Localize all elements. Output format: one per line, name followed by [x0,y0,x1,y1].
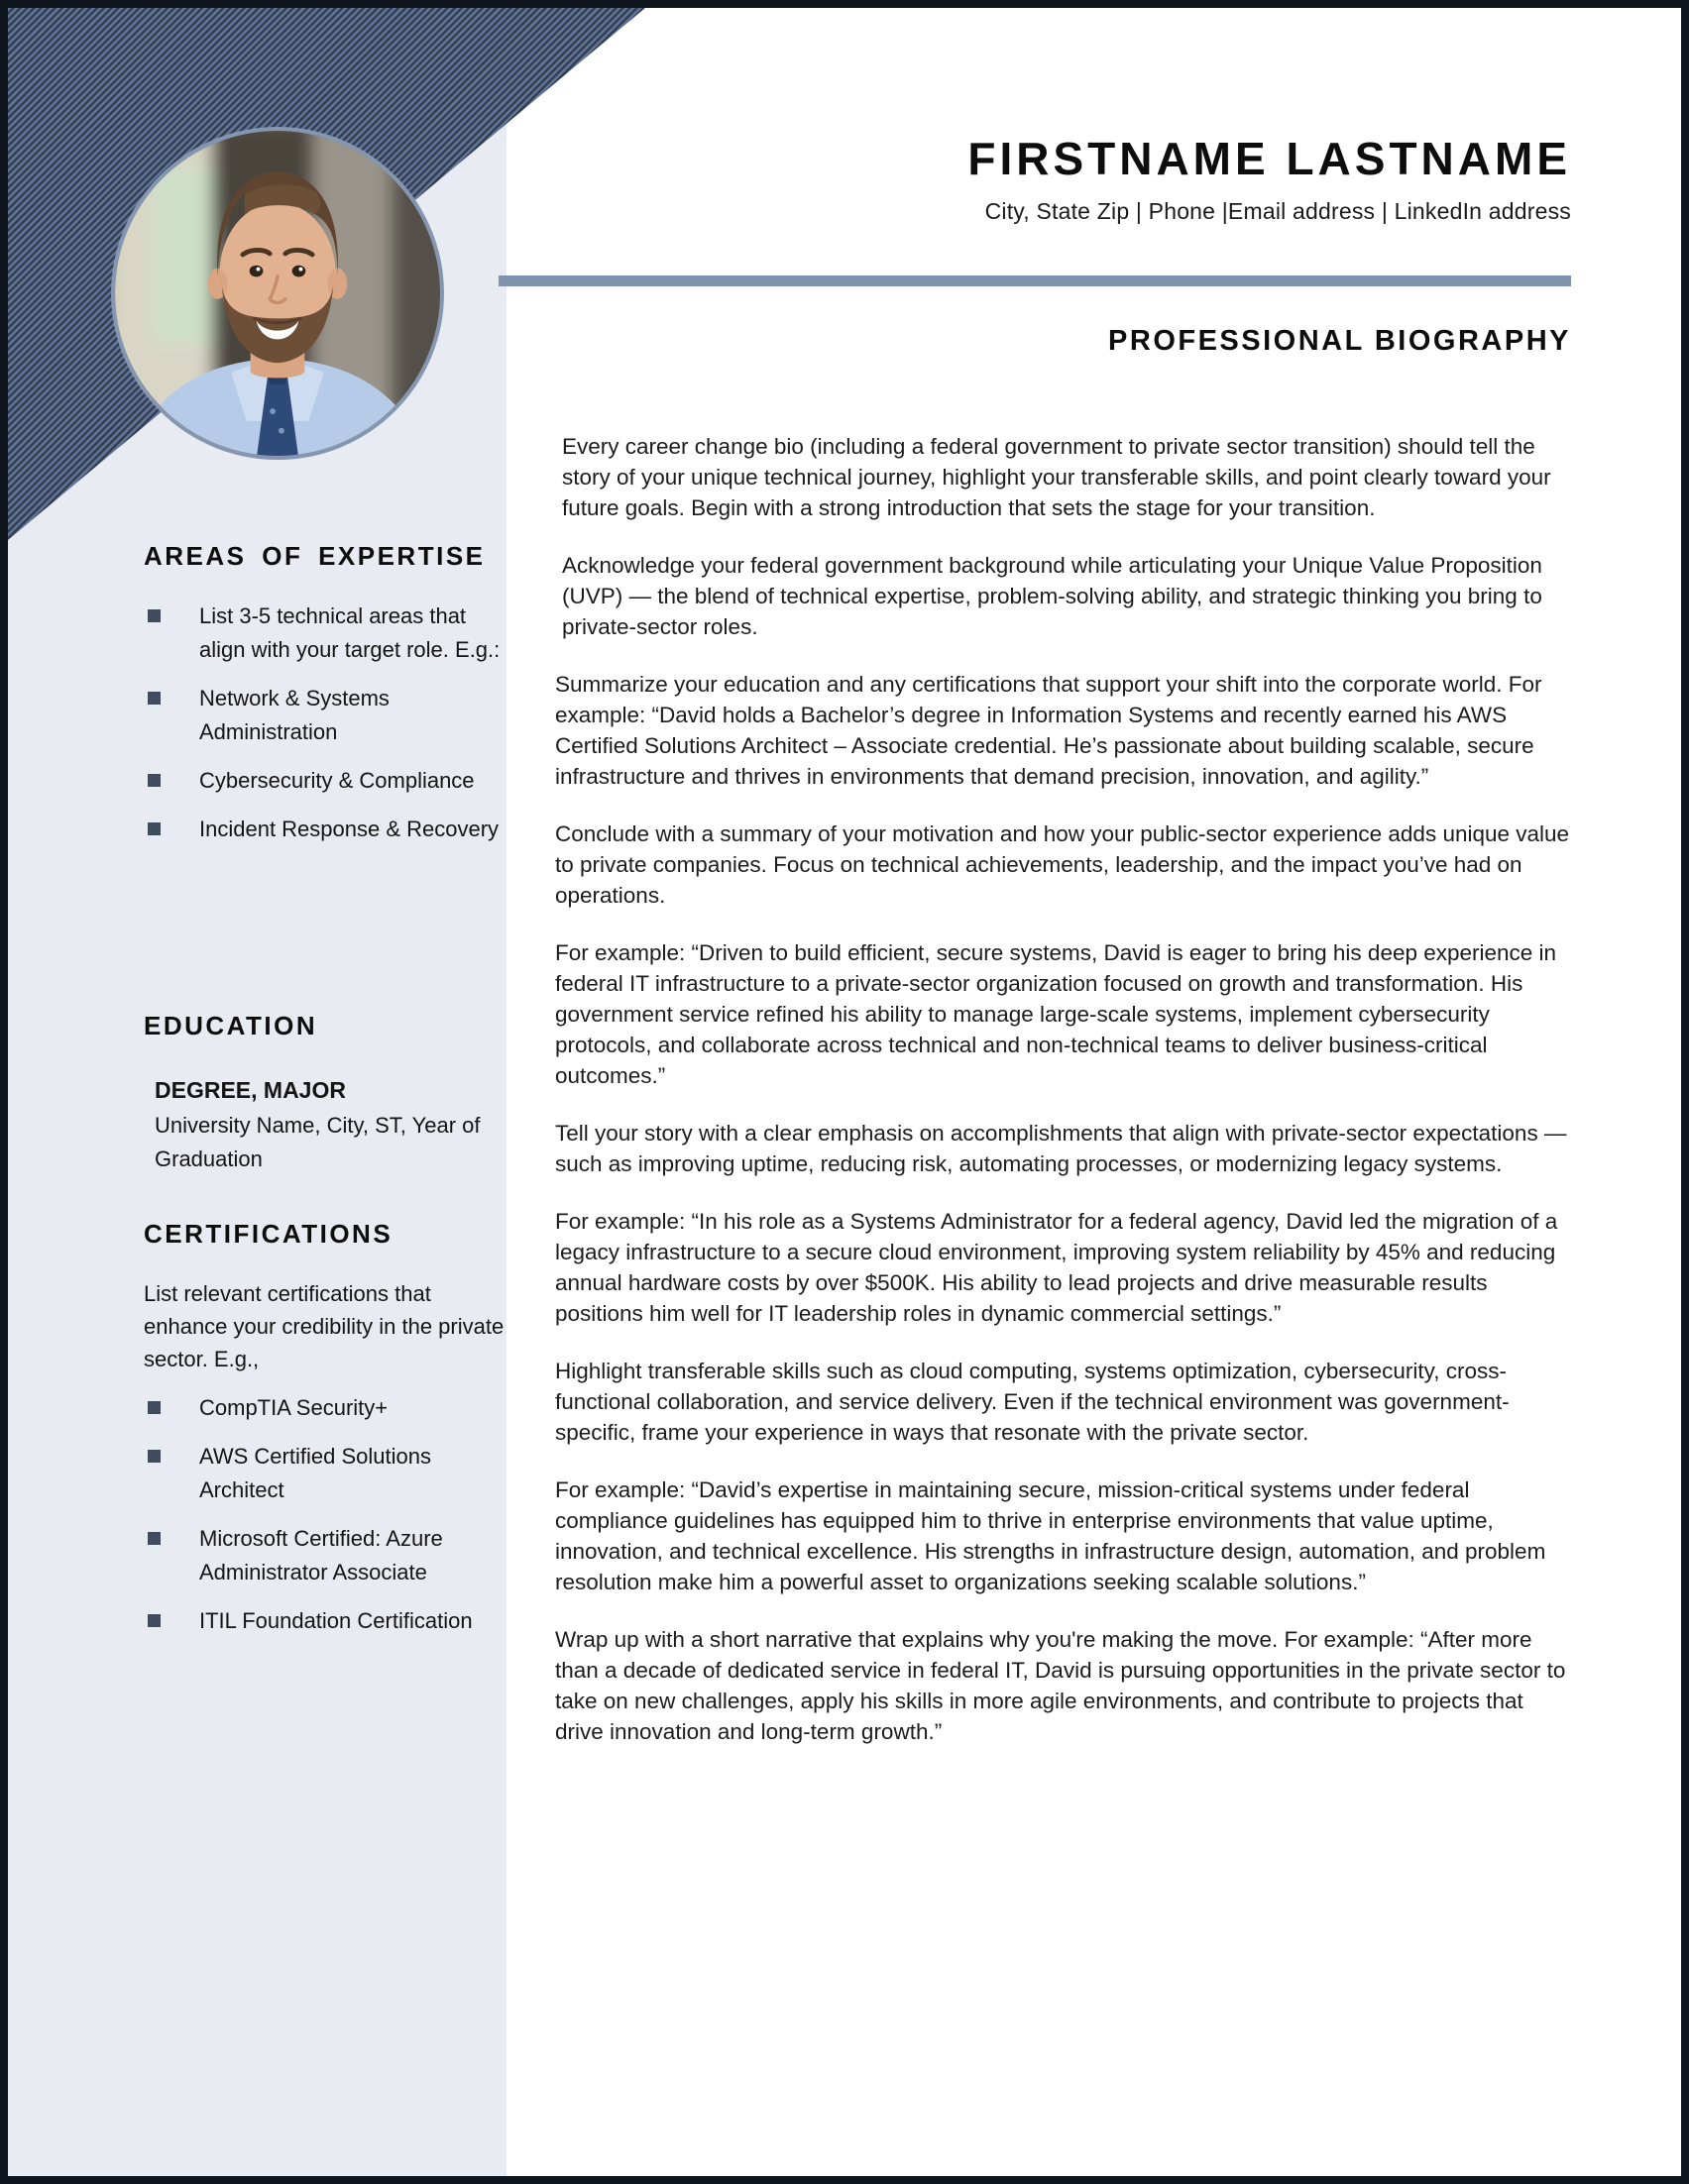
bio-paragraph: For example: “David’s expertise in maintaining secure, mission-critical systems under federal compliance guidelines has equipped him to thrive in enterprise environments that value uptime, innovation, and technical excellence. His strengths in infrastructure design, automation, and problem resolution make him a powerful asset to organizations seeking scalable solutions.” [555,1477,1546,1594]
bio-paragraph: Summarize your education and any certifications that support your shift into the corporate world. For example: “David holds a Bachelor’s degree in Information Systems and recently earned his AWS Certified Solutions Architect – Associate credential. He’s passionate about building scalable, secure infrastructure and thrives in environments that demand precision, innovation, and agility.” [555,672,1542,789]
bio-paragraph: Every career change bio (including a federal government to private sector transition) should tell the story of your unique technical journey, highlight your transferable skills, and point clearly toward your future goals. Begin with a strong introduction that sets the stage for your transition. [562,434,1551,520]
bio-paragraph: For example: “In his role as a Systems Administrator for a federal agency, David led the migration of a legacy infrastructure to a secure cloud environment, improving system reliability by 45% and reducing annual hardware costs by over $500K. His ability to lead projects and drive measurable results positions him well for IT leadership roles in dynamic commercial settings.” [555,1209,1558,1326]
list-item [136,682,510,749]
square-bullet-icon [148,692,161,705]
school-line: University Name, City, ST, Year of Graduation [155,1113,481,1171]
bio-paragraph: Conclude with a summary of your motivation and how your public-sector experience adds unique value to private companies. Focus on technical achievements, leadership, and the impact you’ve had on operations. [555,821,1570,908]
expertise-list [136,600,510,846]
contact-line: City, State Zip | Phone |Email address | LinkedIn address [984,198,1571,225]
list-item [136,764,510,798]
list-item [136,813,510,846]
square-bullet-icon [148,609,161,622]
square-bullet-icon [148,1450,161,1463]
square-bullet-icon [148,1401,161,1414]
list-item-label: ITIL Foundation Certification [199,1608,473,1633]
bio-paragraph: Acknowledge your federal government background while articulating your Unique Value Proposition (UVP) — the blend of technical expertise, problem-solving ability, and strategic thinking you bring to private-sector roles. [562,553,1542,639]
list-item [136,1604,510,1638]
list-item-label: AWS Certified Solutions Architect [199,1444,431,1502]
square-bullet-icon [148,1614,161,1627]
square-bullet-icon [148,822,161,835]
education-heading: EDUCATION [144,1011,318,1040]
square-bullet-icon [148,774,161,787]
list-item-label: Network & Systems Administration [199,686,390,744]
certifications-section [136,1219,510,1653]
list-item-label: List 3-5 technical areas that align with your target role. E.g.: [199,603,501,662]
bio-paragraph: Wrap up with a short narrative that explains why you're making the move. For example: “After more than a decade of dedicated service in federal IT, David is pursuing opportunities in the private sector to take on new challenges, apply his skills in more agile environments, and contribute to projects that drive innovation and long-term growth.” [555,1627,1566,1744]
biography-body [555,431,1571,1774]
list-item-label: Cybersecurity & Compliance [199,768,475,793]
expertise-section [136,541,510,861]
list-item-label: Incident Response & Recovery [199,817,500,841]
certifications-heading: CERTIFICATIONS [144,1219,394,1249]
list-item [136,1391,510,1425]
page-title: FIRSTNAME LASTNAME [967,133,1571,184]
profile-photo-illustration [115,131,440,456]
square-bullet-icon [148,1532,161,1545]
bio-paragraph: Highlight transferable skills such as cloud computing, systems optimization, cybersecurity, cross-functional collaboration, and service delivery. Even if the technical environment was government-specific, frame your experience in ways that resonate with the private sector. [555,1359,1510,1445]
profile-photo [111,127,444,460]
header [547,135,1571,225]
bio-paragraph: For example: “Driven to build efficient, secure systems, David is eager to bring his deep experience in federal IT infrastructure to a private-sector organization focused on growth and transformation. His government service refined his ability to manage large-scale systems, implement cybersecurity protocols, and collaborate across technical and non-technical teams to deliver business-critical outcomes.” [555,940,1557,1088]
education-entry [136,1073,510,1176]
section-title-professional-biography: PROFESSIONAL BIOGRAPHY [1108,325,1571,357]
page-content [8,8,1681,2176]
list-item [136,1522,510,1589]
list-item-label: Microsoft Certified: Azure Administrator Associate [199,1526,443,1584]
bio-paragraph: Tell your story with a clear emphasis on accomplishments that align with private-sector expectations — such as improving uptime, reducing risk, automating processes, or modernizing legacy systems. [555,1121,1567,1176]
header-divider [499,275,1571,286]
certifications-list [136,1391,510,1638]
certifications-intro: List relevant certifications that enhance your credibility in the private sector. E.g., [144,1281,505,1371]
list-item [136,600,510,667]
education-section [136,1011,510,1176]
expertise-heading: AREAS OF EXPERTISE [144,541,486,571]
list-item-label: CompTIA Security+ [199,1395,389,1420]
list-item [136,1440,510,1507]
degree-line: DEGREE, MAJOR [155,1077,346,1103]
